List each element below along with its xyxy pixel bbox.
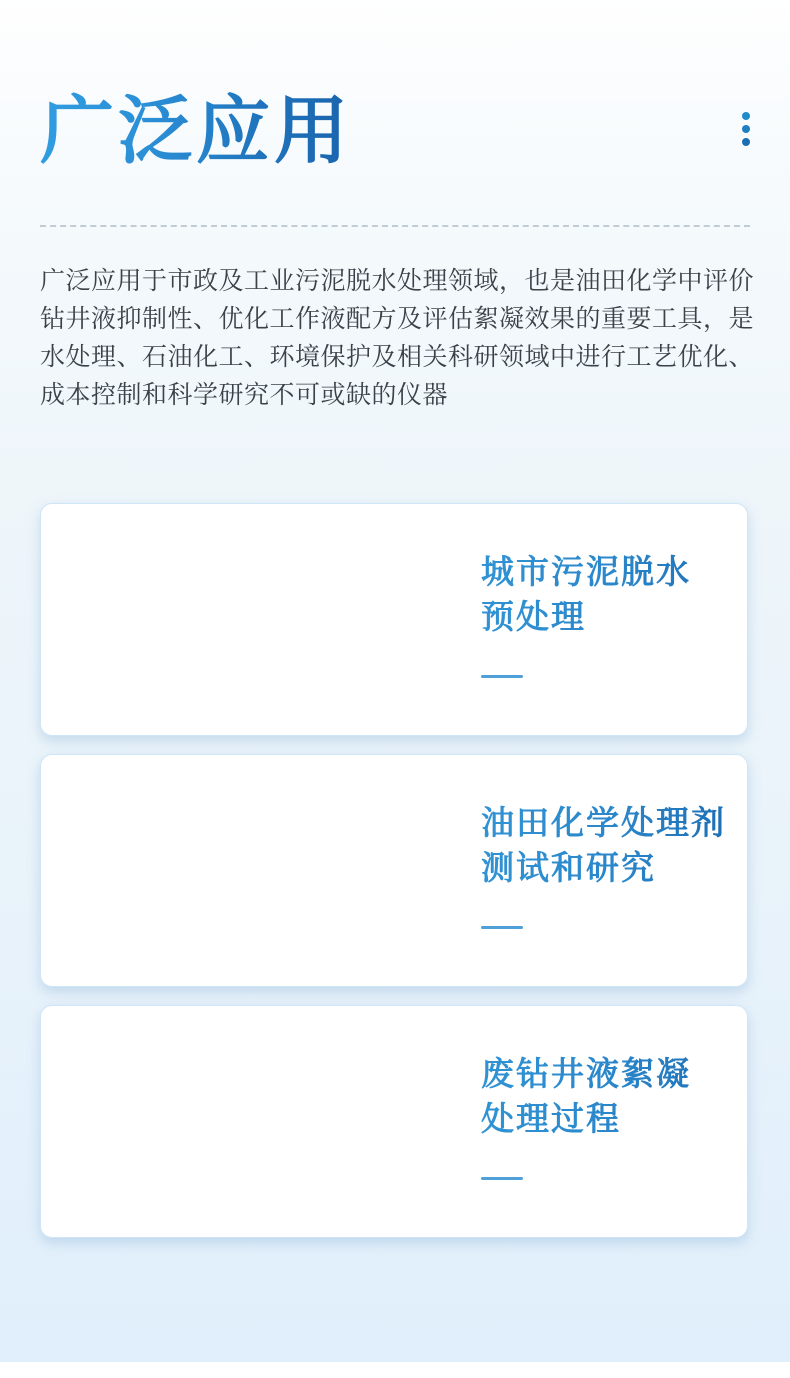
- menu-dot: [742, 125, 750, 133]
- sludge-discharge-photo: [41, 504, 456, 735]
- dashed-divider: [40, 225, 750, 227]
- accent-dash: [481, 1177, 523, 1180]
- oil-sludge-shore-photo: [41, 755, 456, 986]
- menu-dot: [742, 138, 750, 146]
- card-title: [481, 802, 729, 892]
- card-body: [456, 504, 747, 735]
- accent-dash: [481, 675, 523, 678]
- application-card-drilling-fluid: [40, 1005, 748, 1238]
- kebab-menu-icon[interactable]: [738, 108, 754, 150]
- application-card-oilfield-chemicals: [40, 754, 748, 987]
- card-body: [456, 755, 747, 986]
- accent-dash: [481, 926, 523, 929]
- application-card-sludge-dewatering: [40, 503, 748, 736]
- card-title-line1: 油田化学处理剂: [481, 806, 726, 842]
- card-body: [456, 1006, 747, 1237]
- intro-paragraph: 广泛应用于市政及工业污泥脱水处理领域，也是油田化学中评价钻井液抑制性、优化工作液配方及评估絮凝效果的重要工具，是水处理、石油化工、环境保护及相关科研领域中进行工艺优化、成本控制和科学研究不可或缺的仪器: [40, 267, 755, 409]
- drilling-rig-photo: [41, 1006, 456, 1237]
- card-title-line2: 预处理: [481, 600, 586, 636]
- card-title-line1: 城市污泥脱水: [481, 555, 691, 591]
- card-title: [481, 1053, 729, 1143]
- card-title-line2: 处理过程: [481, 1102, 621, 1138]
- card-title: [481, 551, 729, 641]
- bottom-white-strip: [0, 1362, 790, 1378]
- menu-dot: [742, 112, 750, 120]
- page-title: 广泛应用: [40, 91, 352, 173]
- card-title-line1: 废钻井液絮凝: [481, 1057, 691, 1093]
- card-title-line2: 测试和研究: [481, 851, 656, 887]
